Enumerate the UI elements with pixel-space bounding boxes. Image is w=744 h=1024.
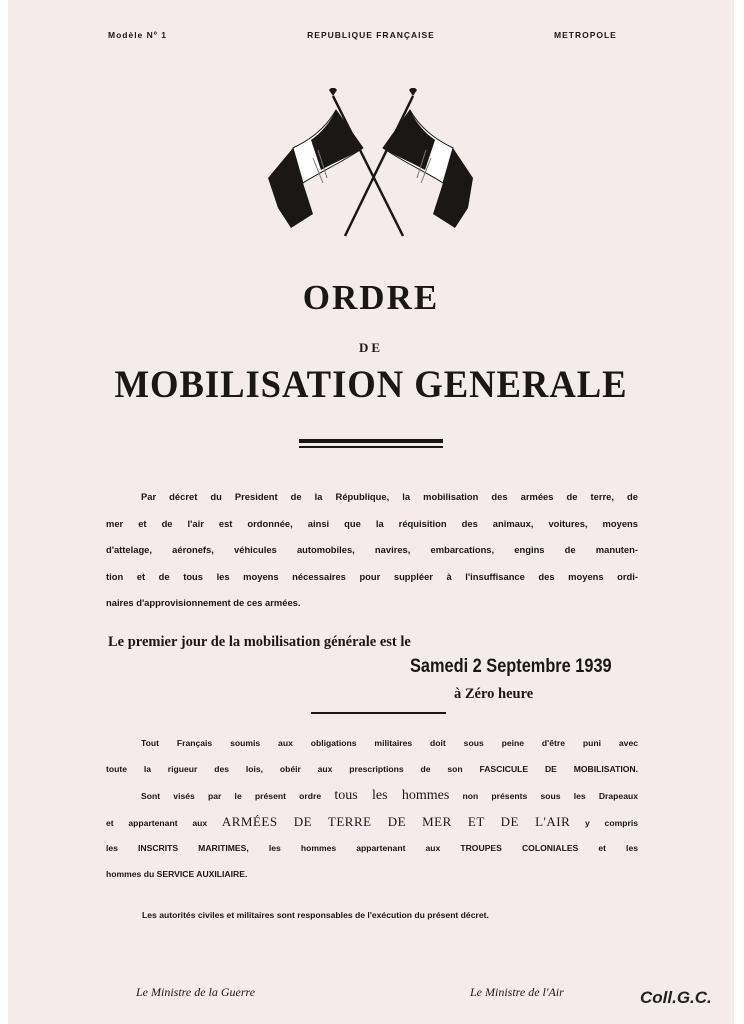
obligations-line: les INSCRITS MARITIMES, les hommes appartenant aux TROUPES COLONIALES et les <box>106 843 638 854</box>
obligations-paragraph <box>106 730 638 888</box>
armees-names: ARMÉES DE TERRE DE MER ET DE L'AIR <box>221 813 571 829</box>
decree-paragraph <box>106 484 638 617</box>
middle-rule <box>311 712 446 714</box>
decree-line: d'attelage, aéronefs, véhicules automobiles, navires, embarcations, engins de manuten- <box>106 544 638 556</box>
obligations-line: hommes du SERVICE AUXILIAIRE. <box>106 869 248 880</box>
republic-header: REPUBLIQUE FRANÇAISE <box>307 30 435 40</box>
metropole-header: METROPOLE <box>554 30 617 40</box>
obligations-text: non présents sous les Drapeaux <box>462 790 639 801</box>
decree-line: mer et de l'air est ordonnée, ainsi que la réquisition des animaux, voitures, moyens <box>106 517 638 529</box>
crossed-french-flags-icon <box>263 88 473 238</box>
title-rule-thin <box>299 446 443 448</box>
authorities-statement: Les autorités civiles et militaires sont responsables de l'exécution du présent décret. <box>142 910 489 920</box>
obligations-text: Sont visés par le présent ordre <box>141 790 322 801</box>
signature-air-minister: Le Ministre de l'Air <box>470 985 564 999</box>
title-ordre: ORDRE <box>302 278 440 317</box>
title-rule-thick <box>299 439 443 443</box>
decree-line: naires d'approvisionnement de ces armées. <box>106 597 301 609</box>
mobilisation-poster <box>8 0 734 1024</box>
collection-stamp: Coll.G.C. <box>640 988 712 1007</box>
signature-war-minister: Le Ministre de la Guerre <box>136 985 256 999</box>
decree-line: tion et de tous les moyens nécessaires pour suppléer à l'insuffisance des moyens ordi- <box>106 570 638 582</box>
title-mobilisation: MOBILISATION GENERALE <box>114 363 628 406</box>
obligations-line: toute la rigueur des lois, obéir aux prescriptions de son FASCICULE DE MOBILISATION. <box>106 764 638 775</box>
obligations-line <box>106 809 638 835</box>
first-day-statement: Le premier jour de la mobilisation générale est le <box>108 634 411 650</box>
tous-les-hommes: tous les hommes <box>334 787 450 803</box>
model-number: Modèle Nº 1 <box>108 30 167 40</box>
obligations-text: y compris <box>585 817 638 828</box>
title-de: DE <box>358 340 384 355</box>
decree-line: Par décret du President de la République, la mobilisation des armées de terre, de <box>141 491 638 502</box>
mobilisation-hour: à Zéro heure <box>454 686 534 702</box>
obligations-text: et appartenant aux <box>106 817 208 828</box>
obligations-line <box>106 783 638 809</box>
mobilisation-date: Samedi 2 Septembre 1939 <box>410 656 612 677</box>
obligations-line: Tout Français soumis aux obligations militaires doit sous peine d'être puni avec <box>141 738 638 748</box>
